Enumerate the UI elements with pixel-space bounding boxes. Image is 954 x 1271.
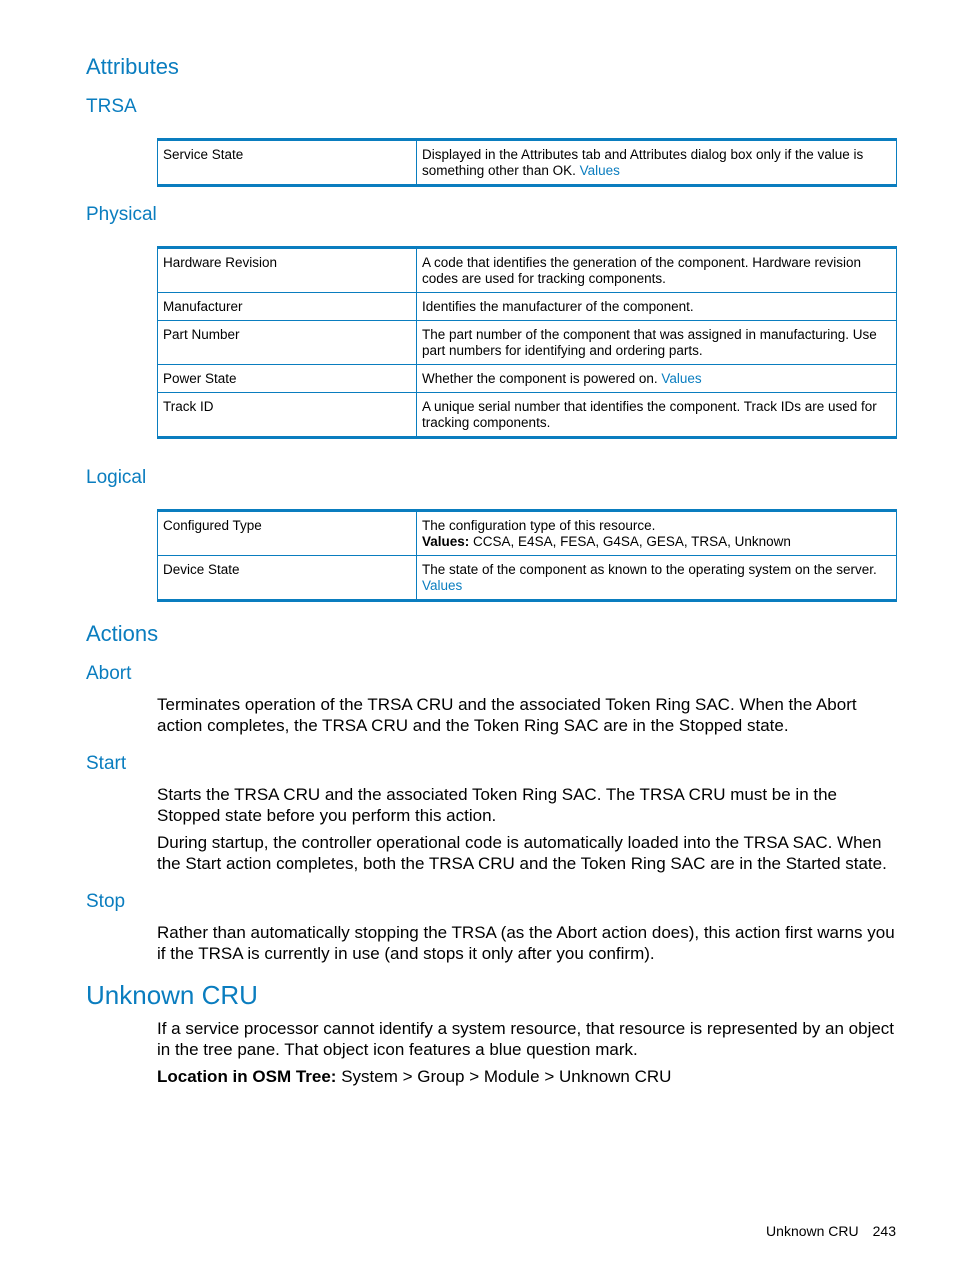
- start-description-2: During startup, the controller operational code is automatically loaded into the TRSA SAC. When the Start action completes, both the TRSA CRU and the Token Ring SAC are in the Started state.: [157, 833, 887, 873]
- stop-description: Rather than automatically stopping the TRSA (as the Abort action does), this action first warns you if the TRSA is currently in use (and stops it only after you confirm).: [157, 923, 895, 963]
- heading-physical: Physical: [86, 204, 157, 225]
- values-link[interactable]: Values: [422, 578, 463, 593]
- attribute-description: A code that identifies the generation of the component. Hardware revision codes are used for tracking components.: [417, 248, 897, 293]
- attribute-name: Power State: [158, 365, 417, 393]
- unknown-cru-description: If a service processor cannot identify a system resource, that resource is represented by an object in the tree pane. That object icon features a blue question mark.: [157, 1019, 895, 1059]
- heading-logical: Logical: [86, 467, 147, 488]
- physical-attributes-table: [157, 246, 897, 439]
- heading-trsa: TRSA: [86, 96, 137, 117]
- table-row: [158, 140, 897, 186]
- heading-unknown-cru: Unknown CRU: [86, 980, 258, 1010]
- table-row: [158, 393, 897, 438]
- trsa-attributes-table: [157, 138, 897, 187]
- heading-stop: Stop: [86, 891, 126, 912]
- attribute-description: The configuration type of this resource. Values: CCSA, E4SA, FESA, G4SA, GESA, TRSA, Unknown: [417, 511, 897, 556]
- attribute-description: The state of the component as known to the operating system on the server. Values: [417, 556, 897, 601]
- location-label: Location in OSM Tree:: [157, 1067, 337, 1086]
- page-number: 243: [872, 1223, 896, 1239]
- table-row: [158, 365, 897, 393]
- table-row: [158, 293, 897, 321]
- table-row: [158, 248, 897, 293]
- table-row: [158, 556, 897, 601]
- attribute-description: Whether the component is powered on. Values: [417, 365, 897, 393]
- page-footer: [752, 1223, 896, 1239]
- heading-actions: Actions: [86, 621, 159, 646]
- start-description-1: Starts the TRSA CRU and the associated Token Ring SAC. The TRSA CRU must be in the Stopped state before you perform this action.: [157, 785, 838, 825]
- values-list: CCSA, E4SA, FESA, G4SA, GESA, TRSA, Unknown: [473, 534, 791, 549]
- values-link[interactable]: Values: [579, 163, 620, 178]
- heading-attributes: Attributes: [86, 54, 179, 79]
- values-label: Values:: [422, 534, 470, 549]
- footer-section: Unknown CRU: [766, 1223, 859, 1239]
- attribute-description: A unique serial number that identifies the component. Track IDs are used for tracking components.: [417, 393, 897, 438]
- heading-abort: Abort: [86, 663, 132, 684]
- attribute-name: Manufacturer: [158, 293, 417, 321]
- attribute-name: Part Number: [158, 321, 417, 365]
- attribute-name: Device State: [158, 556, 417, 601]
- heading-start: Start: [86, 753, 127, 774]
- abort-description: Terminates operation of the TRSA CRU and the associated Token Ring SAC. When the Abort action completes, the TRSA CRU and the Token Ring SAC are in the Stopped state.: [157, 695, 857, 735]
- values-link[interactable]: Values: [661, 371, 702, 386]
- attribute-name: Configured Type: [158, 511, 417, 556]
- attribute-name: Track ID: [158, 393, 417, 438]
- location-path: System > Group > Module > Unknown CRU: [341, 1067, 672, 1086]
- logical-attributes-table: [157, 509, 897, 602]
- attribute-name: Service State: [158, 140, 417, 186]
- attribute-description: Identifies the manufacturer of the component.: [417, 293, 897, 321]
- attribute-description: The part number of the component that was assigned in manufacturing. Use part numbers for identifying and ordering parts.: [417, 321, 897, 365]
- table-row: [158, 321, 897, 365]
- osm-tree-location: [157, 1066, 902, 1087]
- attribute-name: Hardware Revision: [158, 248, 417, 293]
- attribute-description: Displayed in the Attributes tab and Attributes dialog box only if the value is something other than OK. Values: [417, 140, 897, 186]
- table-row: [158, 511, 897, 556]
